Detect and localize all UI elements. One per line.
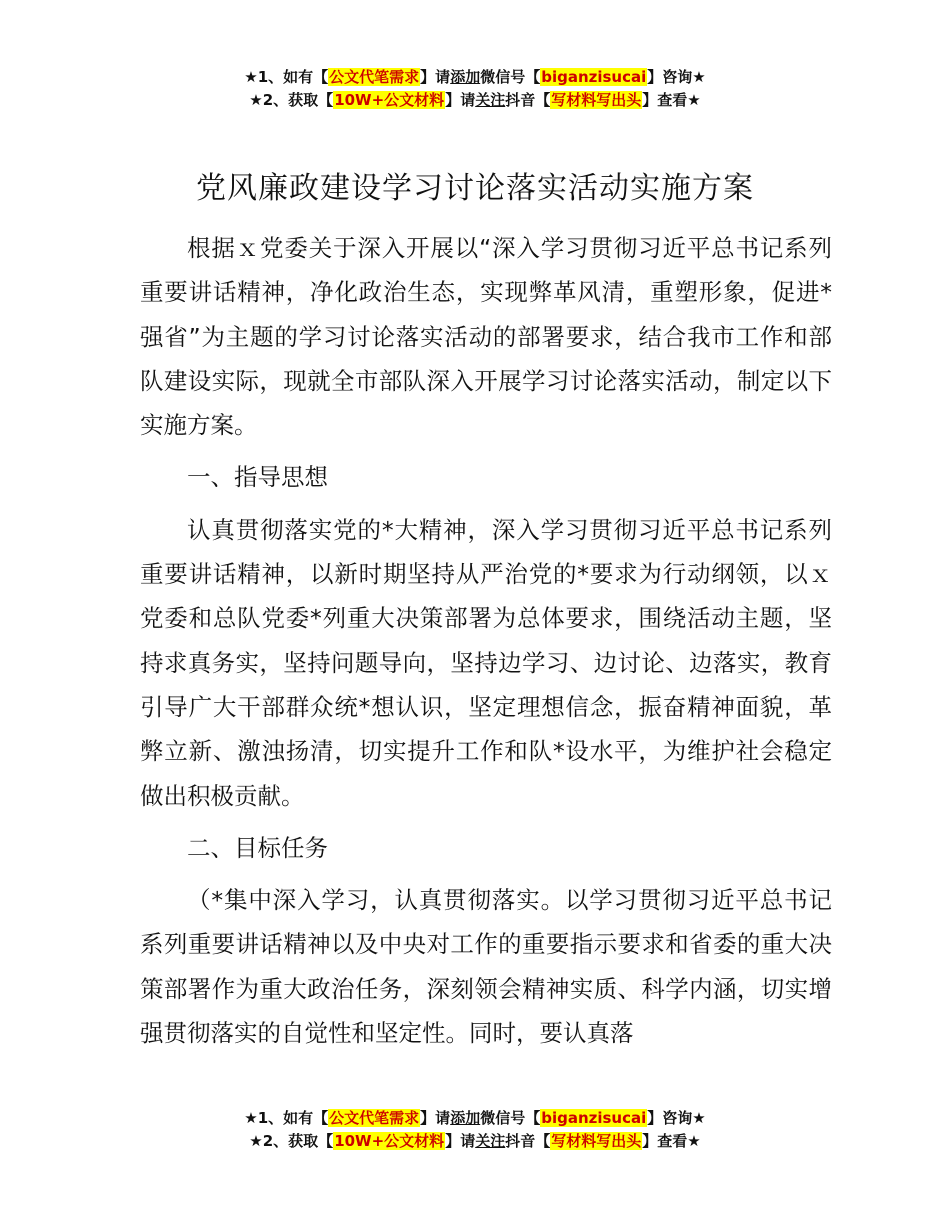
banner-line-1: ★1、如有【公文代笔需求】请添加微信号【biganzisucai】咨询★ xyxy=(244,1109,706,1127)
header-banner xyxy=(0,66,950,112)
highlight-service: 公文代笔需求 xyxy=(329,68,420,86)
document-body xyxy=(140,226,832,1055)
underlined-follow: 关注 xyxy=(475,1132,506,1150)
banner-line-2: ★2、获取【10W+公文材料】请关注抖音【写材料写出头】查看★ xyxy=(249,91,701,109)
section-heading-goals-tasks: 二、目标任务 xyxy=(187,833,328,862)
highlight-service: 公文代笔需求 xyxy=(329,1109,420,1127)
intro-paragraph: 根据ｘ党委关于深入开展以“深入学习贯彻习近平总书记系列重要讲话精神，净化政治生态，实现弊革风清，重塑形象，促进*强省”为主题的学习讨论落实活动的部署要求，结合我市工作和部队建设实际，现就全市部队深入开展学习讨论落实活动，制定以下实施方案。 xyxy=(140,234,832,440)
section-heading-guiding-ideology: 一、指导思想 xyxy=(187,463,328,492)
banner-line-2: ★2、获取【10W+公文材料】请关注抖音【写材料写出头】查看★ xyxy=(249,1132,701,1150)
guiding-ideology-paragraph: 认真贯彻落实党的*大精神，深入学习贯彻习近平总书记系列重要讲话精神，以新时期坚持从严治党的*要求为行动纲领，以ｘ党委和总队党委*列重大决策部署为总体要求，围绕活动主题，坚持求真务实，坚持问题导向，坚持边学习、边讨论、边落实，教育引导广大干部群众统*想认识，坚定理想信念，振奋精神面貌，革弊立新、激浊扬清，切实提升工作和队*设水平，为维护社会稳定做出积极贡献。 xyxy=(140,515,832,810)
underlined-follow: 关注 xyxy=(475,91,506,109)
highlight-materials: 10W+公文材料 xyxy=(334,1132,445,1150)
highlight-wechat-id: biganzisucai xyxy=(541,1109,647,1127)
highlight-douyin-account: 写材料写出头 xyxy=(551,91,642,109)
highlight-wechat-id: biganzisucai xyxy=(541,68,647,86)
goals-tasks-paragraph: （*集中深入学习，认真贯彻落实。以学习贯彻习近平总书记系列重要讲话精神以及中央对工作的重要指示要求和省委的重大决策部署作为重大政治任务，深刻领会精神实质、科学内涵，切实增强贯彻落实的自觉性和坚定性。同时，要认真落 xyxy=(140,886,832,1048)
document-title: 党风廉政建设学习讨论落实活动实施方案 xyxy=(196,171,754,206)
highlight-materials: 10W+公文材料 xyxy=(334,91,445,109)
underlined-add: 添加 xyxy=(450,68,481,86)
highlight-douyin-account: 写材料写出头 xyxy=(551,1132,642,1150)
footer-banner xyxy=(0,1107,950,1153)
underlined-add: 添加 xyxy=(450,1109,481,1127)
banner-line-1: ★1、如有【公文代笔需求】请添加微信号【biganzisucai】咨询★ xyxy=(244,68,706,86)
